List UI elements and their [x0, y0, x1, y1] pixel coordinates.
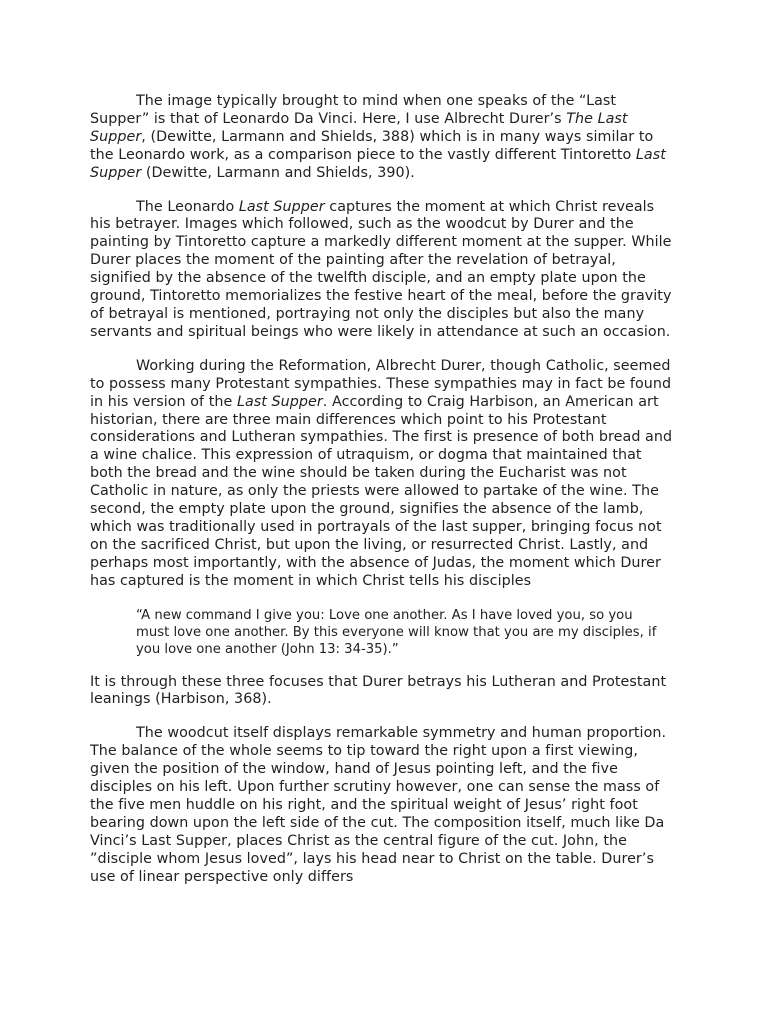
- italic-title: Last Supper: [90, 146, 666, 181]
- text-run: , (Dewitte, Larmann and Shields, 388) which is in many ways similar to the Leonardo work, as a comparison piece to the vastly different Tintoretto: [90, 128, 654, 163]
- text-run: . According to Craig Harbison, an American art historian, there are three main differences which point to his Protestant considerations and Lutheran sympathies. The first is presence of both bread and a wine chalice. This expression of utraquism, or dogma that maintained that both the bread and the wine should be taken during the Eucharist was not Catholic in nature, as only the priests were allowed to partake of the wine. The second, the empty plate upon the ground, signifies the absence of the lamb, which was traditionally used in portrayals of the last supper, bringing focus not on the sacrificed Christ, but upon the living, or resurrected Christ. Lastly, and perhaps most importantly, with the absence of Judas, the moment which Durer has captured is the moment in which Christ tells his disciples: [90, 393, 673, 589]
- italic-title: The Last Supper: [90, 110, 628, 145]
- paragraph-1: [90, 93, 678, 183]
- text-run: The image typically brought to mind when one speaks of the “Last Supper” is that of Leonardo Da Vinci. Here, I use Albrecht Durer’s: [90, 93, 617, 127]
- italic-title: Last Supper: [236, 393, 323, 410]
- paragraph-final: The woodcut itself displays remarkable symmetry and human proportion. The balance of the whole seems to tip toward the right upon a first viewing, given the position of the window, hand of Jesus pointing left, and the five disciples on his left. Upon further scrutiny however, one can sense the mass of the five men huddle on his right, and the spiritual weight of Jesus’ right foot bearing down upon the left side of the cut. The composition itself, much like Da Vinci’s Last Supper, places Christ as the central figure of the cut. John, the ”disciple whom Jesus loved”, lays his head near to Christ on the table. Durer’s use of linear perspective only differs: [90, 725, 667, 885]
- paragraph-3: [90, 358, 678, 591]
- block-quote: “A new command I give you: Love one another. As I have loved you, so you must love one another. By this everyone will know that you are my disciples, if you love one another (John 13: 34-35).”: [136, 607, 657, 657]
- italic-title: Last Supper: [238, 198, 325, 215]
- text-run: Working during the Reformation, Albrecht Durer, though Catholic, seemed to possess many Protestant sympathies. These sympathies may in fact be found in his version of the: [90, 357, 672, 410]
- paragraph-2: [90, 199, 678, 342]
- text-run: captures the moment at which Christ reveals his betrayer. Images which followed, such as the woodcut by Durer and the painting by Tintoretto capture a markedly different moment at the supper. While Durer places the moment of the painting after the revelation of betrayal, signified by the absence of the twelfth disciple, and an empty plate upon the ground, Tintoretto memorializes the festive heart of the meal, before the gravity of betrayal is mentioned, portraying not only the disciples but also the many servants and spiritual beings who were likely in attendance at such an occasion.: [90, 198, 672, 340]
- text-run: The Leonardo: [136, 198, 239, 215]
- paragraph-after-quote: It is through these three focuses that Durer betrays his Lutheran and Protestant leanings (Harbison, 368).: [90, 673, 667, 708]
- text-run: (Dewitte, Larmann and Shields, 390).: [141, 164, 415, 181]
